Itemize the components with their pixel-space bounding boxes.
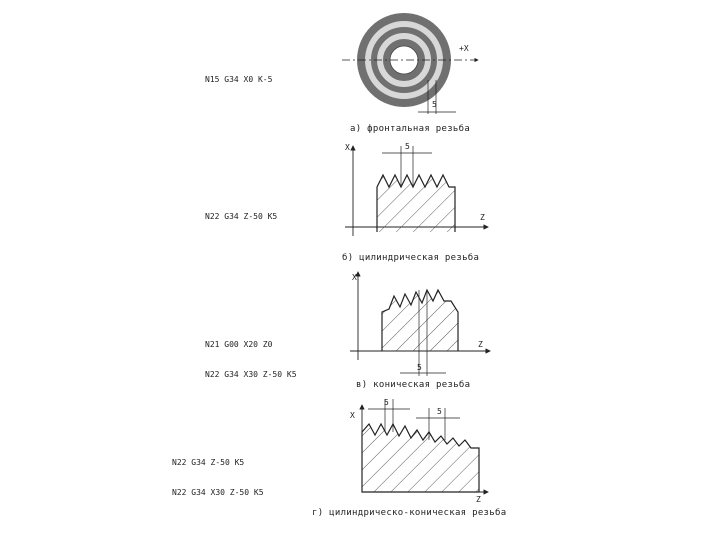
diagram-cylindrical-conical-thread — [350, 398, 488, 504]
x-label-b: X — [345, 143, 350, 152]
diagram-conical-thread — [350, 272, 490, 376]
caption-c: в) коническая резьба — [356, 380, 471, 390]
diagram-frontal-thread — [342, 13, 478, 114]
thread-profile-b — [377, 175, 455, 232]
pitch-label-c: 5 — [417, 363, 422, 372]
z-label-c: Z — [478, 340, 483, 349]
caption-b: б) цилиндрическая резьба — [342, 253, 480, 263]
pitch-label-a: 5 — [432, 100, 437, 109]
pitch-label-d1: 5 — [384, 398, 389, 407]
thread-profile-c — [382, 290, 458, 351]
code-a-line-1: N15 G34 X0 K-5 — [205, 75, 273, 84]
pitch-label-d2: 5 — [437, 407, 442, 416]
code-c-line-1: N21 G00 X20 Z0 — [205, 340, 273, 349]
pitch-label-b: 5 — [405, 142, 410, 151]
code-d-line-2: N22 G34 X30 Z-50 K5 — [172, 488, 264, 497]
z-label-d: Z — [476, 495, 481, 504]
diagram-cylindrical-thread — [345, 142, 488, 236]
z-label-b: Z — [480, 213, 485, 222]
x-label-d: X — [350, 411, 355, 420]
caption-d: г) цилиндрическо-коническая резьба — [312, 508, 507, 518]
thread-profile-d — [362, 424, 479, 492]
x-label-c: X — [352, 273, 357, 282]
axis-label-plus-x: +X — [459, 44, 469, 53]
code-c-line-2: N22 G34 X30 Z-50 K5 — [205, 370, 297, 379]
code-b-line-1: N22 G34 Z-50 K5 — [205, 212, 278, 221]
code-d-line-1: N22 G34 Z-50 K5 — [172, 458, 245, 467]
caption-a: а) фронтальная резьба — [350, 124, 471, 134]
